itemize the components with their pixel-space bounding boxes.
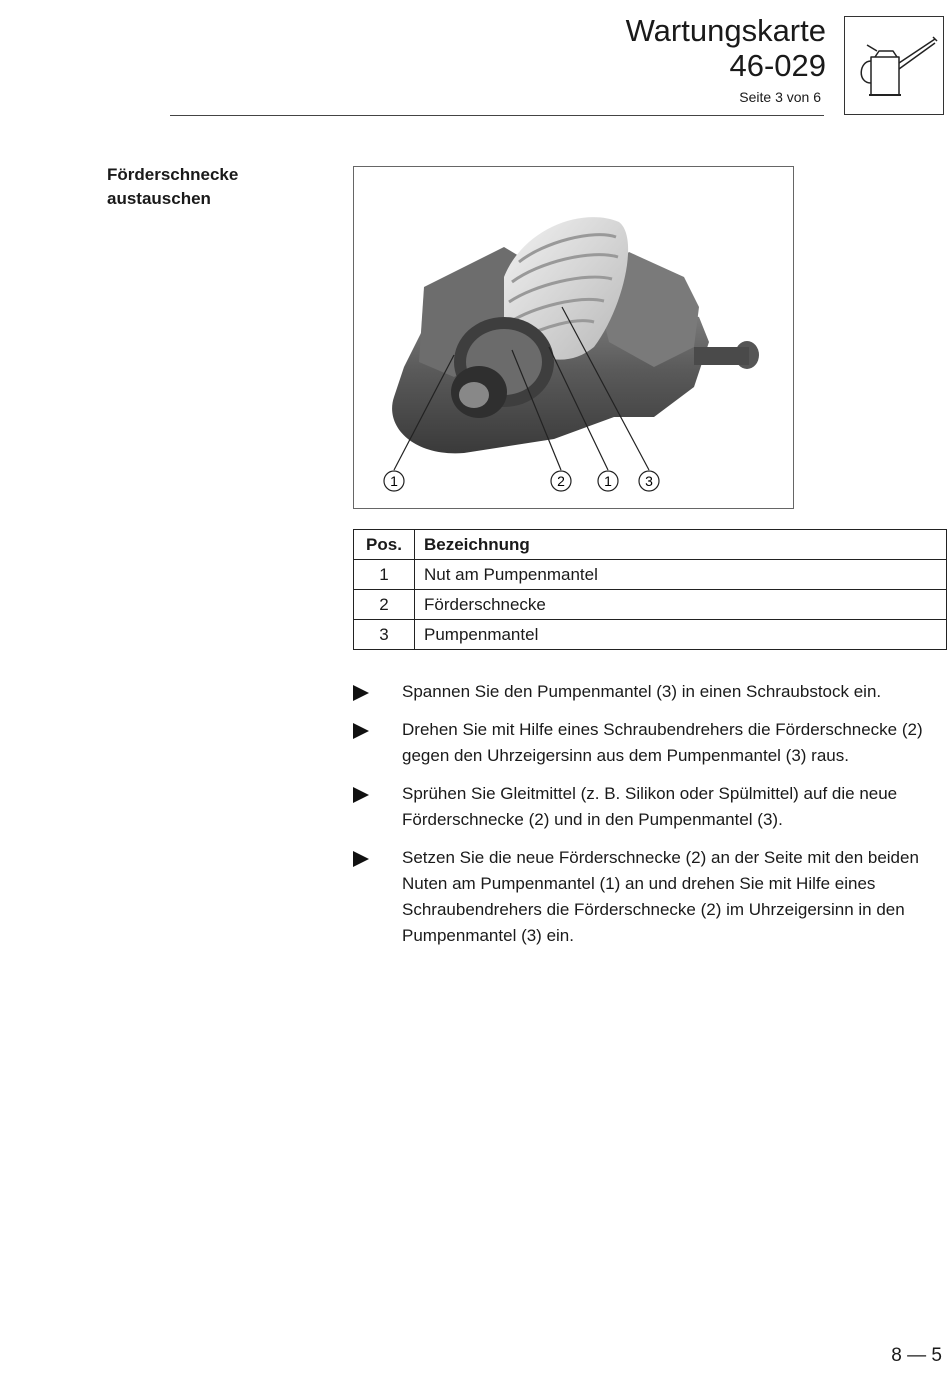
parts-table [353,529,947,650]
table-row [354,560,947,590]
table-cell-name: Förderschnecke [415,590,947,620]
table-cell-pos: 3 [354,620,415,650]
callout-label-3: 1 [604,473,612,489]
callout-label-1: 1 [390,473,398,489]
pump-photo [353,166,794,509]
table-row [354,620,947,650]
pump-photo-graphic [354,167,794,509]
instruction-step [353,781,947,833]
table-header-row [354,530,947,560]
page-info: Seite 3 von 6 [739,89,821,105]
document-number: 46-029 [729,48,826,83]
section-title-line2: austauschen [107,189,211,208]
oil-can-icon [844,16,944,115]
instruction-step [353,845,947,949]
step-text: Setzen Sie die neue Förderschnecke (2) an der Seite mit den beiden Nuten am Pumpenmantel (1) an und drehen Sie mit Hilfe eines Schraubendrehers die Förderschnecke (2) im Uhrzeigersinn in den Pumpenmantel (3) ein. [402,848,919,945]
callout-label-4: 3 [645,473,653,489]
section-title-line1: Förderschnecke [107,165,239,184]
triangle-bullet-icon [353,851,369,867]
table-header-pos: Pos. [354,530,415,560]
step-text: Sprühen Sie Gleitmittel (z. B. Silikon oder Spülmittel) auf die neue Förderschnecke (2) und in den Pumpenmantel (3). [402,784,898,829]
instruction-step [353,717,947,769]
step-text: Drehen Sie mit Hilfe eines Schraubendrehers die Förderschnecke (2) gegen den Uhrzeigersinn aus dem Pumpenmantel (3) raus. [402,720,923,765]
step-text: Spannen Sie den Pumpenmantel (3) in einen Schraubstock ein. [402,682,882,701]
table-header-name: Bezeichnung [415,530,947,560]
table-cell-name: Nut am Pumpenmantel [415,560,947,590]
table-cell-name: Pumpenmantel [415,620,947,650]
document-title: Wartungskarte [625,13,826,48]
page-number: 8 — 5 [891,1345,942,1366]
triangle-bullet-icon [353,723,369,739]
callout-label-2: 2 [557,473,565,489]
triangle-bullet-icon [353,685,369,701]
table-row [354,590,947,620]
oil-can-icon-graphic [845,17,943,114]
photo-callouts [384,471,659,491]
section-title [107,163,238,211]
table-cell-pos: 2 [354,590,415,620]
instruction-steps [353,679,947,961]
triangle-bullet-icon [353,787,369,803]
table-cell-pos: 1 [354,560,415,590]
instruction-step [353,679,947,705]
header-divider [170,115,824,116]
